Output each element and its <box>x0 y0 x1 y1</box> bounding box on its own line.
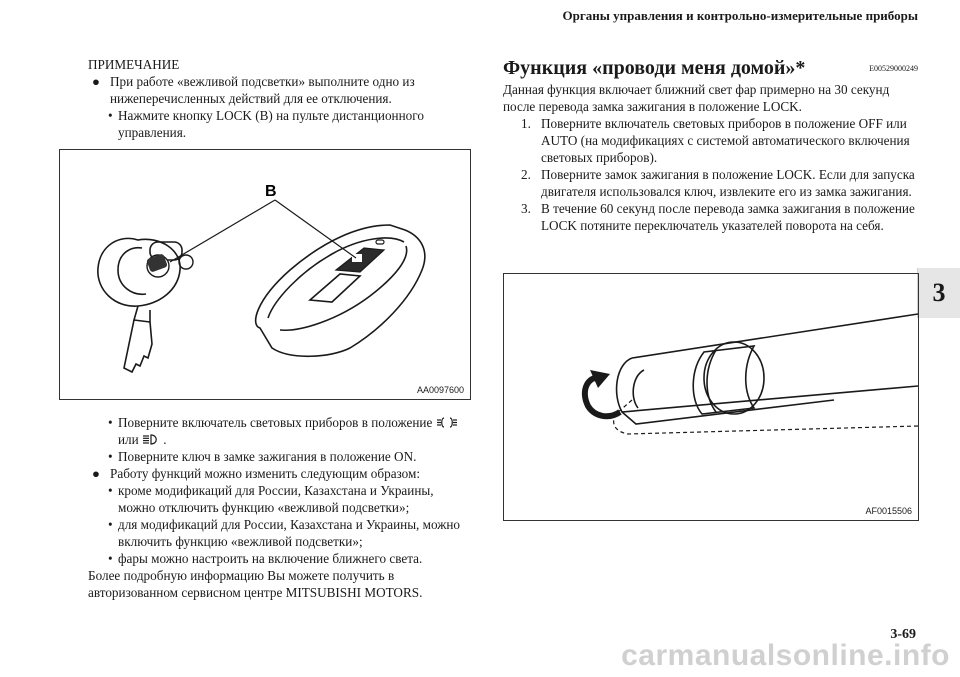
remote-key-figure <box>59 149 471 400</box>
step-item: 3. В течение 60 секунд после перевода замка зажигания в положение LOCK потяните переключатель указателей поворота на себя. <box>521 201 915 233</box>
headlight-icon <box>142 432 163 447</box>
chapter-tab: 3 <box>917 268 960 318</box>
pulled-position-outline <box>614 400 918 434</box>
fob-lock-button <box>336 248 384 272</box>
note-final-text: Более подробную информацию Вы можете получить в авторизованном сервисном центре MITSUBISHI MOTORS. <box>88 568 423 600</box>
section-code: E00529000249 <box>869 64 918 73</box>
parking-light-icon <box>436 415 458 430</box>
figure-code: AA0097600 <box>416 385 464 395</box>
note-sub-bullet: • фары можно настроить на включение ближнего света. <box>108 551 423 566</box>
key-remote-illustration <box>60 150 470 399</box>
pull-arrow-icon <box>585 370 620 416</box>
step-item: 1. Поверните включатель световых приборов в положение OFF или AUTO (на модификациях с системой автоматического включения световых приборов). <box>521 116 910 165</box>
note-bullet: ● При работе «вежливой подсветки» выполните одно из нижеперечисленных действий для ее отключения. <box>92 74 415 106</box>
left-column-continued <box>88 414 473 601</box>
right-column <box>503 57 918 234</box>
turn-signal-lever-illustration <box>504 274 918 520</box>
key-lock-button <box>146 253 169 277</box>
note-bullet: ● Работу функций можно изменить следующим образом: <box>92 466 421 481</box>
section-intro: Данная функция включает ближний свет фар примерно на 30 секунд после перевода замка зажигания в положение LOCK. <box>503 82 890 114</box>
running-header: Органы управления и контрольно-измерительные приборы <box>562 8 918 23</box>
callout-label: B <box>265 183 277 200</box>
step-item: 2. Поверните замок зажигания в положение LOCK. Если для запуска двигателя использовался ключ, извлеките его из замка зажигания. <box>521 167 915 199</box>
lever-figure <box>503 273 919 521</box>
watermark: carmanualsonline.info <box>621 639 950 672</box>
note-sub-bullet: • Поверните включатель световых приборов в положение или . <box>88 414 473 448</box>
note-sub-bullet: • для модификаций для России, Казахстана и Украины, можно включить функцию «вежливой подсветки»; <box>108 517 461 549</box>
note-sub-bullet: • кроме модификаций для России, Казахстана и Украины, можно отключить функцию «вежливой подсветки»; <box>108 483 434 515</box>
page-number: 3-69 <box>890 627 916 642</box>
note-heading: ПРИМЕЧАНИЕ <box>88 57 180 72</box>
note-sub-bullet: • Поверните ключ в замке зажигания в положение ON. <box>108 449 417 464</box>
section-title: Функция «проводи меня домой»* <box>503 57 806 79</box>
note-sub-bullet: • Нажмите кнопку LOCK (B) на пульте дистанционного управления. <box>108 108 424 140</box>
figure-code: AF0015506 <box>865 506 912 516</box>
left-column <box>88 56 473 141</box>
